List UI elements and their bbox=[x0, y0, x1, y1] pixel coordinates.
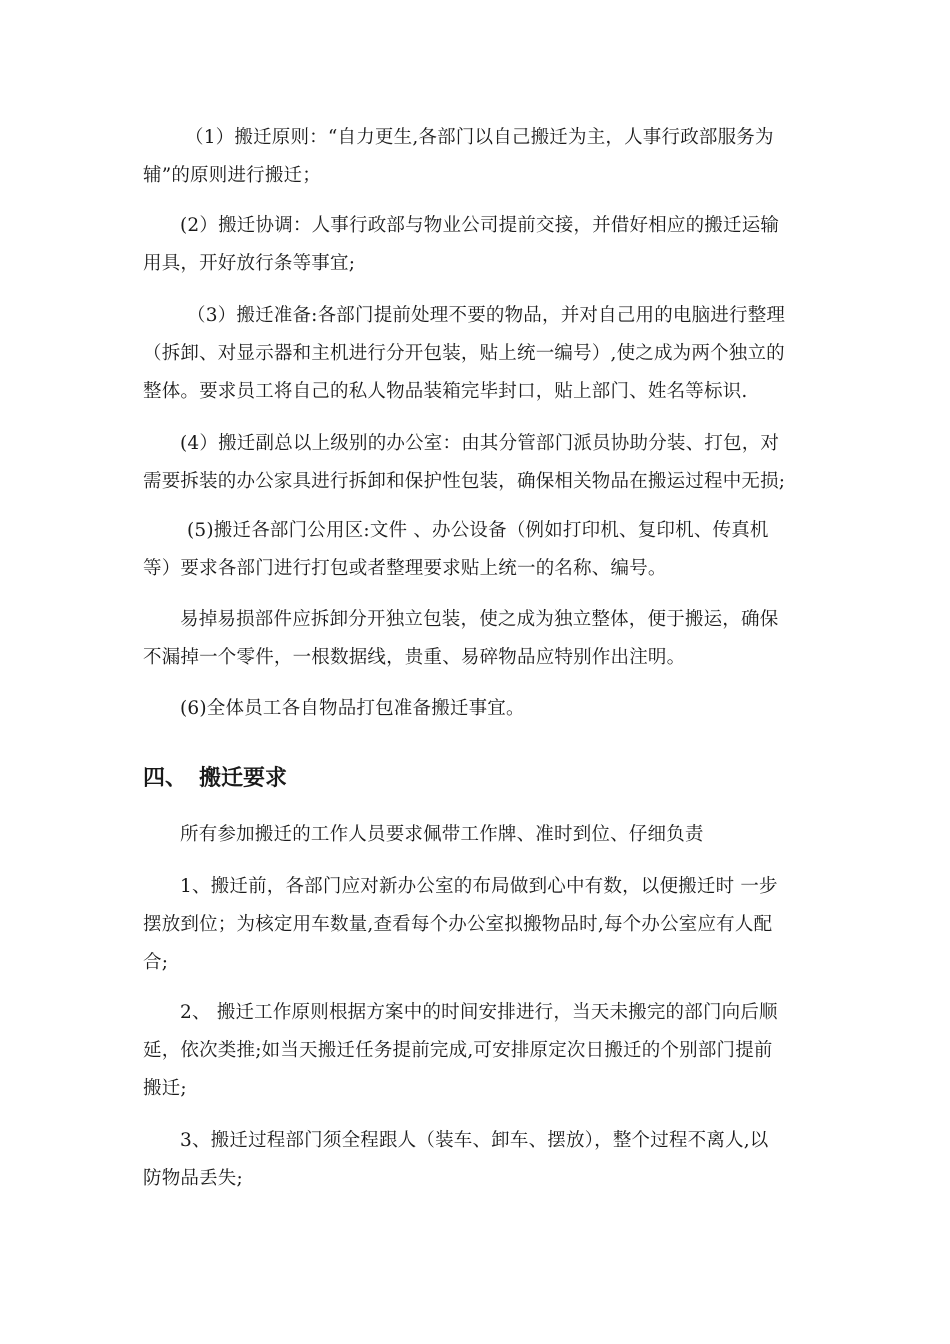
text-line: (2）搬迁协调：人事行政部与物业公司提前交接，并借好相应的搬迁运输 bbox=[180, 215, 780, 236]
paragraph-requirement-2 bbox=[143, 994, 813, 1108]
paragraph-fragile-parts bbox=[143, 601, 813, 677]
paragraph-relocation-principle bbox=[143, 119, 813, 195]
section-title: 搬迁要求 bbox=[199, 766, 288, 791]
text-line: 需要拆装的办公家具进行拆卸和保护性包装，确保相关物品在搬运过程中无损; bbox=[143, 471, 786, 492]
text-line: 不漏掉一个零件，一根数据线，贵重、易碎物品应特别作出注明。 bbox=[143, 647, 686, 668]
text-line: 1、搬迁前，各部门应对新办公室的布局做到心中有数，以便搬迁时 一步 bbox=[180, 876, 778, 897]
text-line: 搬迁; bbox=[143, 1078, 187, 1099]
section-heading bbox=[143, 760, 287, 798]
text-line: 用具，开好放行条等事宜; bbox=[143, 253, 356, 274]
text-line: 合; bbox=[143, 952, 169, 973]
paragraph-requirements-intro bbox=[143, 816, 813, 854]
text-line: 摆放到位；为核定用车数量,查看每个办公室拟搬物品时,每个办公室应有人配 bbox=[143, 914, 773, 935]
text-line: 易掉易损部件应拆卸分开独立包装，使之成为独立整体，便于搬运，确保 bbox=[180, 609, 779, 630]
text-line: 辅”的原则进行搬迁； bbox=[143, 165, 321, 186]
paragraph-requirement-3 bbox=[143, 1122, 813, 1198]
text-line: （拆卸、对显示器和主机进行分开包装，贴上统一编号）,使之成为两个独立的 bbox=[143, 343, 785, 364]
text-line: 延，依次类推;如当天搬迁任务提前完成,可安排原定次日搬迁的个别部门提前 bbox=[143, 1040, 773, 1061]
text-line: 等）要求各部门进行打包或者整理要求贴上统一的名称、编号。 bbox=[143, 558, 667, 579]
text-line: （3）搬迁准备:各部门提前处理不要的物品，并对自己用的电脑进行整理 bbox=[187, 305, 786, 326]
paragraph-public-area bbox=[143, 512, 813, 588]
text-line: 2、 搬迁工作原则根据方案中的时间安排进行，当天未搬完的部门向后顺 bbox=[180, 1002, 778, 1023]
text-line: (6)全体员工各自物品打包准备搬迁事宜。 bbox=[180, 698, 525, 719]
text-line: (4）搬迁副总以上级别的办公室：由其分管部门派员协助分装、打包，对 bbox=[180, 433, 780, 454]
paragraph-staff-packing bbox=[143, 690, 813, 728]
text-line: 防物品丢失; bbox=[143, 1168, 243, 1189]
text-line: 所有参加搬迁的工作人员要求佩带工作牌、准时到位、仔细负责 bbox=[180, 824, 704, 845]
text-line: (5)搬迁各部门公用区:文件 、办公设备（例如打印机、复印机、传真机 bbox=[187, 520, 769, 541]
text-line: （1）搬迁原则：“自力更生,各部门以自己搬迁为主，人事行政部服务为 bbox=[185, 127, 774, 148]
paragraph-requirement-1 bbox=[143, 868, 813, 982]
paragraph-relocation-preparation bbox=[143, 297, 813, 411]
text-line: 整体。要求员工将自己的私人物品装箱完毕封口，贴上部门、姓名等标识. bbox=[143, 381, 748, 402]
section-number: 四、 bbox=[143, 766, 188, 791]
text-line: 3、搬迁过程部门须全程跟人（装车、卸车、摆放），整个过程不离人,以 bbox=[180, 1130, 769, 1151]
paragraph-executive-office bbox=[143, 425, 813, 501]
paragraph-relocation-coordination bbox=[143, 207, 813, 283]
